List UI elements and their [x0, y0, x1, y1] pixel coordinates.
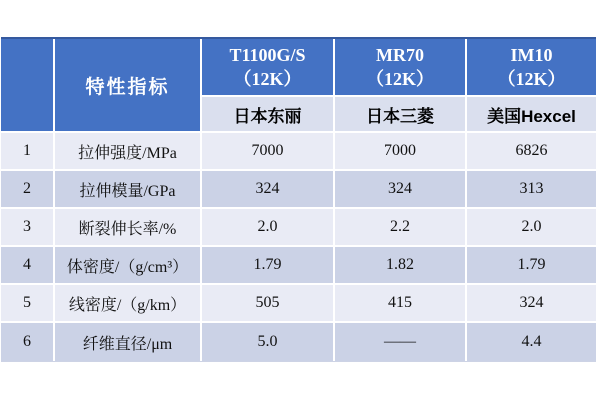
product-name: IM10 [510, 44, 553, 65]
row-label-cell: 线密度/（g/km） [55, 285, 200, 321]
corner-number-header-cell [1, 39, 53, 131]
header-product-mr70 [335, 39, 465, 95]
row-number-cell: 6 [1, 323, 53, 361]
row-number-cell: 2 [1, 171, 53, 207]
value-cell: 415 [335, 285, 465, 321]
value-cell: 1.82 [335, 247, 465, 283]
row-label-cell: 断裂伸长率/% [55, 209, 200, 245]
row-number-cell: 4 [1, 247, 53, 283]
row-number-cell: 3 [1, 209, 53, 245]
value-cell: 324 [335, 171, 465, 207]
value-cell: 313 [467, 171, 596, 207]
value-cell: 7000 [202, 133, 333, 169]
value-cell: 6826 [467, 133, 596, 169]
header-product-t1100gs [202, 39, 333, 95]
row-number-cell: 5 [1, 285, 53, 321]
value-cell: 1.79 [467, 247, 596, 283]
product-size: （12K） [233, 69, 302, 89]
row-label-cell: 体密度/（g/cm³） [55, 247, 200, 283]
value-cell: 324 [467, 285, 596, 321]
product-size: （12K） [497, 69, 566, 89]
value-cell: 7000 [335, 133, 465, 169]
row-label-cell: 拉伸强度/MPa [55, 133, 200, 169]
value-cell: 324 [202, 171, 333, 207]
row-label-cell: 纤维直径/μm [55, 323, 200, 361]
header-product-im10 [467, 39, 596, 95]
value-cell: 1.79 [202, 247, 333, 283]
product-size: （12K） [365, 69, 434, 89]
value-cell: 505 [202, 285, 333, 321]
properties-table [1, 37, 596, 362]
product-name: T1100G/S [229, 44, 306, 65]
header-maker-mitsubishi: 日本三菱 [335, 97, 465, 131]
header-maker-hexcel: 美国Hexcel [467, 97, 596, 131]
value-cell: 4.4 [467, 323, 596, 361]
row-label-cell: 拉伸模量/GPa [55, 171, 200, 207]
value-cell: 2.2 [335, 209, 465, 245]
row-number-cell: 1 [1, 133, 53, 169]
product-name: MR70 [376, 44, 424, 65]
corner-header-cell: 特性指标 [55, 39, 200, 131]
header-maker-toray: 日本东丽 [202, 97, 333, 131]
value-cell: 2.0 [467, 209, 596, 245]
value-cell: —— [335, 323, 465, 361]
value-cell: 2.0 [202, 209, 333, 245]
value-cell: 5.0 [202, 323, 333, 361]
